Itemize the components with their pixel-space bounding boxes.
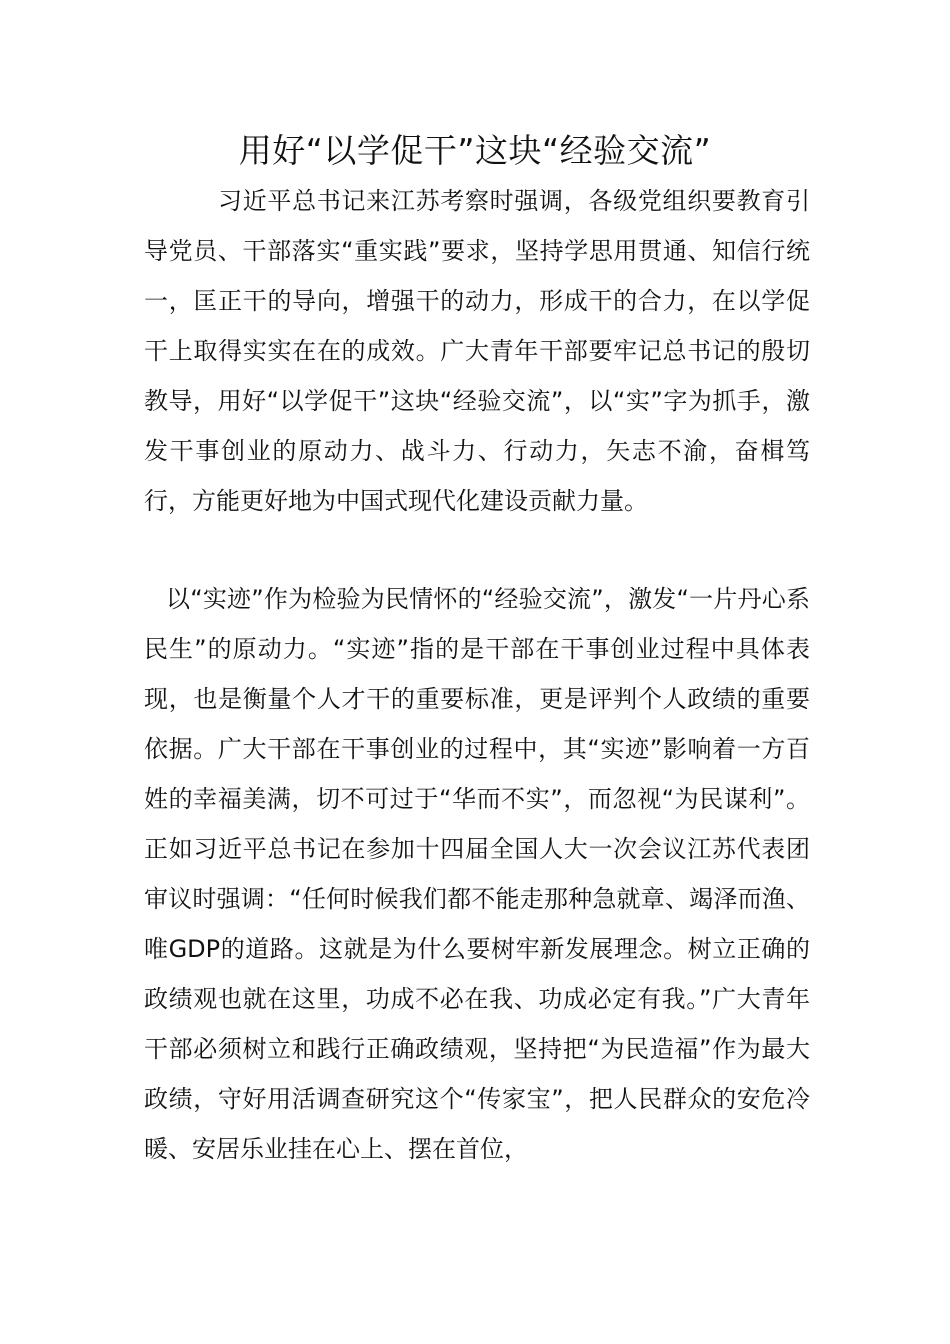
body-paragraph-1: 习近平总书记来江苏考察时强调，各级党组织要教育引导党员、干部落实“重实践”要求，坚持学思用贯通、知信行统一，匡正干的导向，增强干的动力，形成干的合力，在以学促干上取得实实在在的成效。广大青年干部要牢记总书记的殷切教导，用好“以学促干”这块“经验交流”，以“实”字为抓手，激发干事创业的原动力、战斗力、行动力，矢志不渝，奋楫笃行，方能更好地为中国式现代化建设贡献力量。 xyxy=(144,187,810,515)
document-title: 用好“以学促干”这块“经验交流” xyxy=(238,131,712,170)
body-paragraph-2: 以“实迹”作为检验为民情怀的“经验交流”，激发“一片丹心系民生”的原动力。“实迹”指的是干部在干事创业过程中具体表现，也是衡量个人才干的重要标准，更是评判个人政绩的重要依据。广大干部在干事创业的过程中，其“实迹”影响着一方百姓的幸福美满，切不可过于“华而不实”，而忽视“为民谋利”。正如习近平总书记在参加十四届全国人大一次会议江苏代表团审议时强调：“任何时候我们都不能走那种急就章、竭泽而渔、唯GDP的道路。这就是为什么要树牢新发展理念。树立正确的政绩观也就在这里，功成不必在我、功成必定有我。”广大青年干部必须树立和践行正确政绩观，坚持把“为民造福”作为最大政绩，守好用活调查研究这个“传家宝”，把人民群众的安危冷暖、安居乐业挂在心上、摆在首位， xyxy=(144,585,810,1163)
